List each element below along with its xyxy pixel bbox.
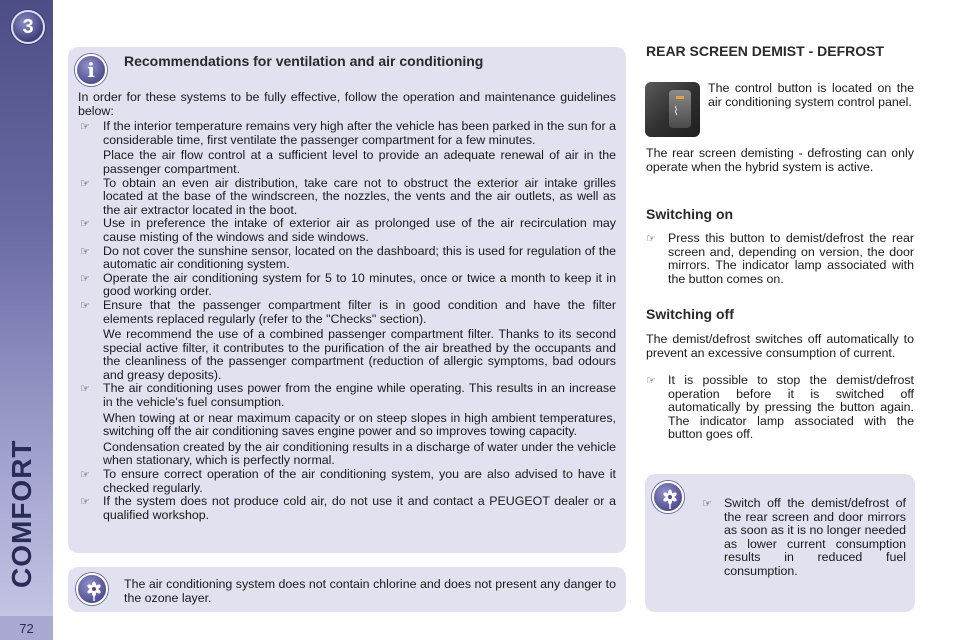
switching-off-heading: Switching off bbox=[646, 306, 734, 322]
hybrid-condition-text: The rear screen demisting - defrosting can only operate when the hybrid system is active. bbox=[646, 146, 914, 174]
list-item: ☞ If the interior temperature remains very high after the vehicle has been parked in the sun for a considerable time, first ventilate the passenger compartment for a few minutes. bbox=[80, 119, 616, 147]
list-item: ☞ Switch off the demist/defrost of the rear screen and door mirrors as soon as it is no longer needed as lower current consumption results in reduced fuel consumption. bbox=[702, 496, 906, 578]
chapter-number: 3 bbox=[22, 15, 34, 38]
eco-note-text: The air conditioning system does not contain chlorine and does not present any danger to the ozone layer. bbox=[124, 577, 616, 605]
list-item-continuation: When towing at or near maximum capacity or on steep slopes in high ambient temperatures, switching off the air conditioning saves engine power and so improves towing capacity. bbox=[103, 410, 616, 439]
list-item: ☞ Do not cover the sunshine sensor, located on the dashboard; this is used for regulation of the automatic air conditioning system. bbox=[80, 243, 616, 272]
bullet-hand-icon: ☞ bbox=[80, 382, 90, 396]
page-number: 72 bbox=[0, 616, 53, 640]
list-item-continuation: We recommend the use of a combined passenger compartment filter. Thanks to its second special active filter, it contributes to the purification of the air breathed by the occupants and the cleanliness of the passenger compartment (reduction of allergic symptoms, bad odours and greasy deposits). bbox=[103, 327, 616, 382]
list-item: ☞ Use in preference the intake of exterior air as prolonged use of the air recirculation may cause misting of the windows and side windows. bbox=[80, 216, 616, 244]
list-item: ☞ If the system does not produce cold air, do not use it and contact a PEUGEOT dealer or a qualified workshop. bbox=[80, 494, 616, 522]
eco-flower-icon bbox=[652, 481, 684, 513]
bullet-hand-icon: ☞ bbox=[80, 468, 90, 482]
bullet-hand-icon: ☞ bbox=[646, 374, 656, 387]
list-item: ☞ To obtain an even air distribution, take care not to obstruct the exterior air intake grilles located at the base of the windscreen, the nozzles, the vents and the air outlets, as well as the air extractor located in the boot. bbox=[80, 175, 616, 217]
switching-on-heading: Switching on bbox=[646, 206, 734, 222]
info-icon: i bbox=[75, 54, 107, 86]
bullet-hand-icon: ☞ bbox=[702, 497, 712, 510]
bullet-hand-icon: ☞ bbox=[646, 232, 656, 245]
rear-demist-title: REAR SCREEN DEMIST - DEFROST bbox=[646, 43, 885, 59]
chapter-sidebar bbox=[0, 0, 53, 640]
button-location-text: The control button is located on the air conditioning system control panel. bbox=[708, 81, 914, 109]
recommendations-body bbox=[78, 91, 616, 522]
bullet-hand-icon: ☞ bbox=[80, 217, 90, 231]
recommendations-title: Recommendations for ventilation and air conditioning bbox=[124, 53, 484, 69]
bullet-hand-icon: ☞ bbox=[80, 244, 90, 258]
indicator-lamp bbox=[676, 96, 684, 99]
bullet-hand-icon: ☞ bbox=[80, 495, 90, 509]
list-item: ☞ It is possible to stop the demist/defrost operation before it is switched off automatically by pressing the button again. The indicator lamp associated with the button goes off. bbox=[646, 373, 914, 442]
list-item: ☞ Press this button to demist/defrost the rear screen and, depending on version, the door mirrors. The indicator lamp associated with the button comes on. bbox=[646, 231, 914, 286]
chapter-number-badge bbox=[11, 10, 45, 44]
list-item: ☞ Ensure that the passenger compartment filter is in good condition and have the filter elements replaced regularly (refer to the "Checks" section). bbox=[80, 297, 616, 326]
switching-off-text: The demist/defrost switches off automatically to prevent an excessive consumption of current. bbox=[646, 332, 914, 360]
list-item: ☞ Operate the air conditioning system for 5 to 10 minutes, once or twice a month to keep it in good working order. bbox=[80, 270, 616, 299]
list-item: ☞ The air conditioning uses power from the engine while operating. This results in an increase in the vehicle's fuel consumption. bbox=[80, 381, 616, 410]
list-item-continuation: Condensation created by the air conditioning results in a discharge of water under the vehicle when stationary, which is perfectly normal. bbox=[103, 439, 616, 468]
rear-demist-icon: ⌇ bbox=[673, 104, 679, 118]
bullet-hand-icon: ☞ bbox=[80, 176, 90, 190]
recommendations-intro: In order for these systems to be fully effective, follow the operation and maintenance guidelines below: bbox=[78, 90, 616, 118]
bullet-hand-icon: ☞ bbox=[80, 271, 90, 285]
bullet-hand-icon: ☞ bbox=[80, 120, 90, 134]
eco-flower-icon bbox=[76, 573, 108, 605]
rear-demist-button-photo bbox=[645, 82, 700, 137]
bullet-hand-icon: ☞ bbox=[80, 298, 90, 312]
list-item-continuation: Place the air flow control at a sufficient level to provide an adequate renewal of air in the passenger compartment. bbox=[103, 148, 616, 176]
section-title: COMFORT bbox=[6, 439, 37, 588]
list-item: ☞ To ensure correct operation of the air conditioning system, you are also advised to have it checked regularly. bbox=[80, 467, 616, 495]
